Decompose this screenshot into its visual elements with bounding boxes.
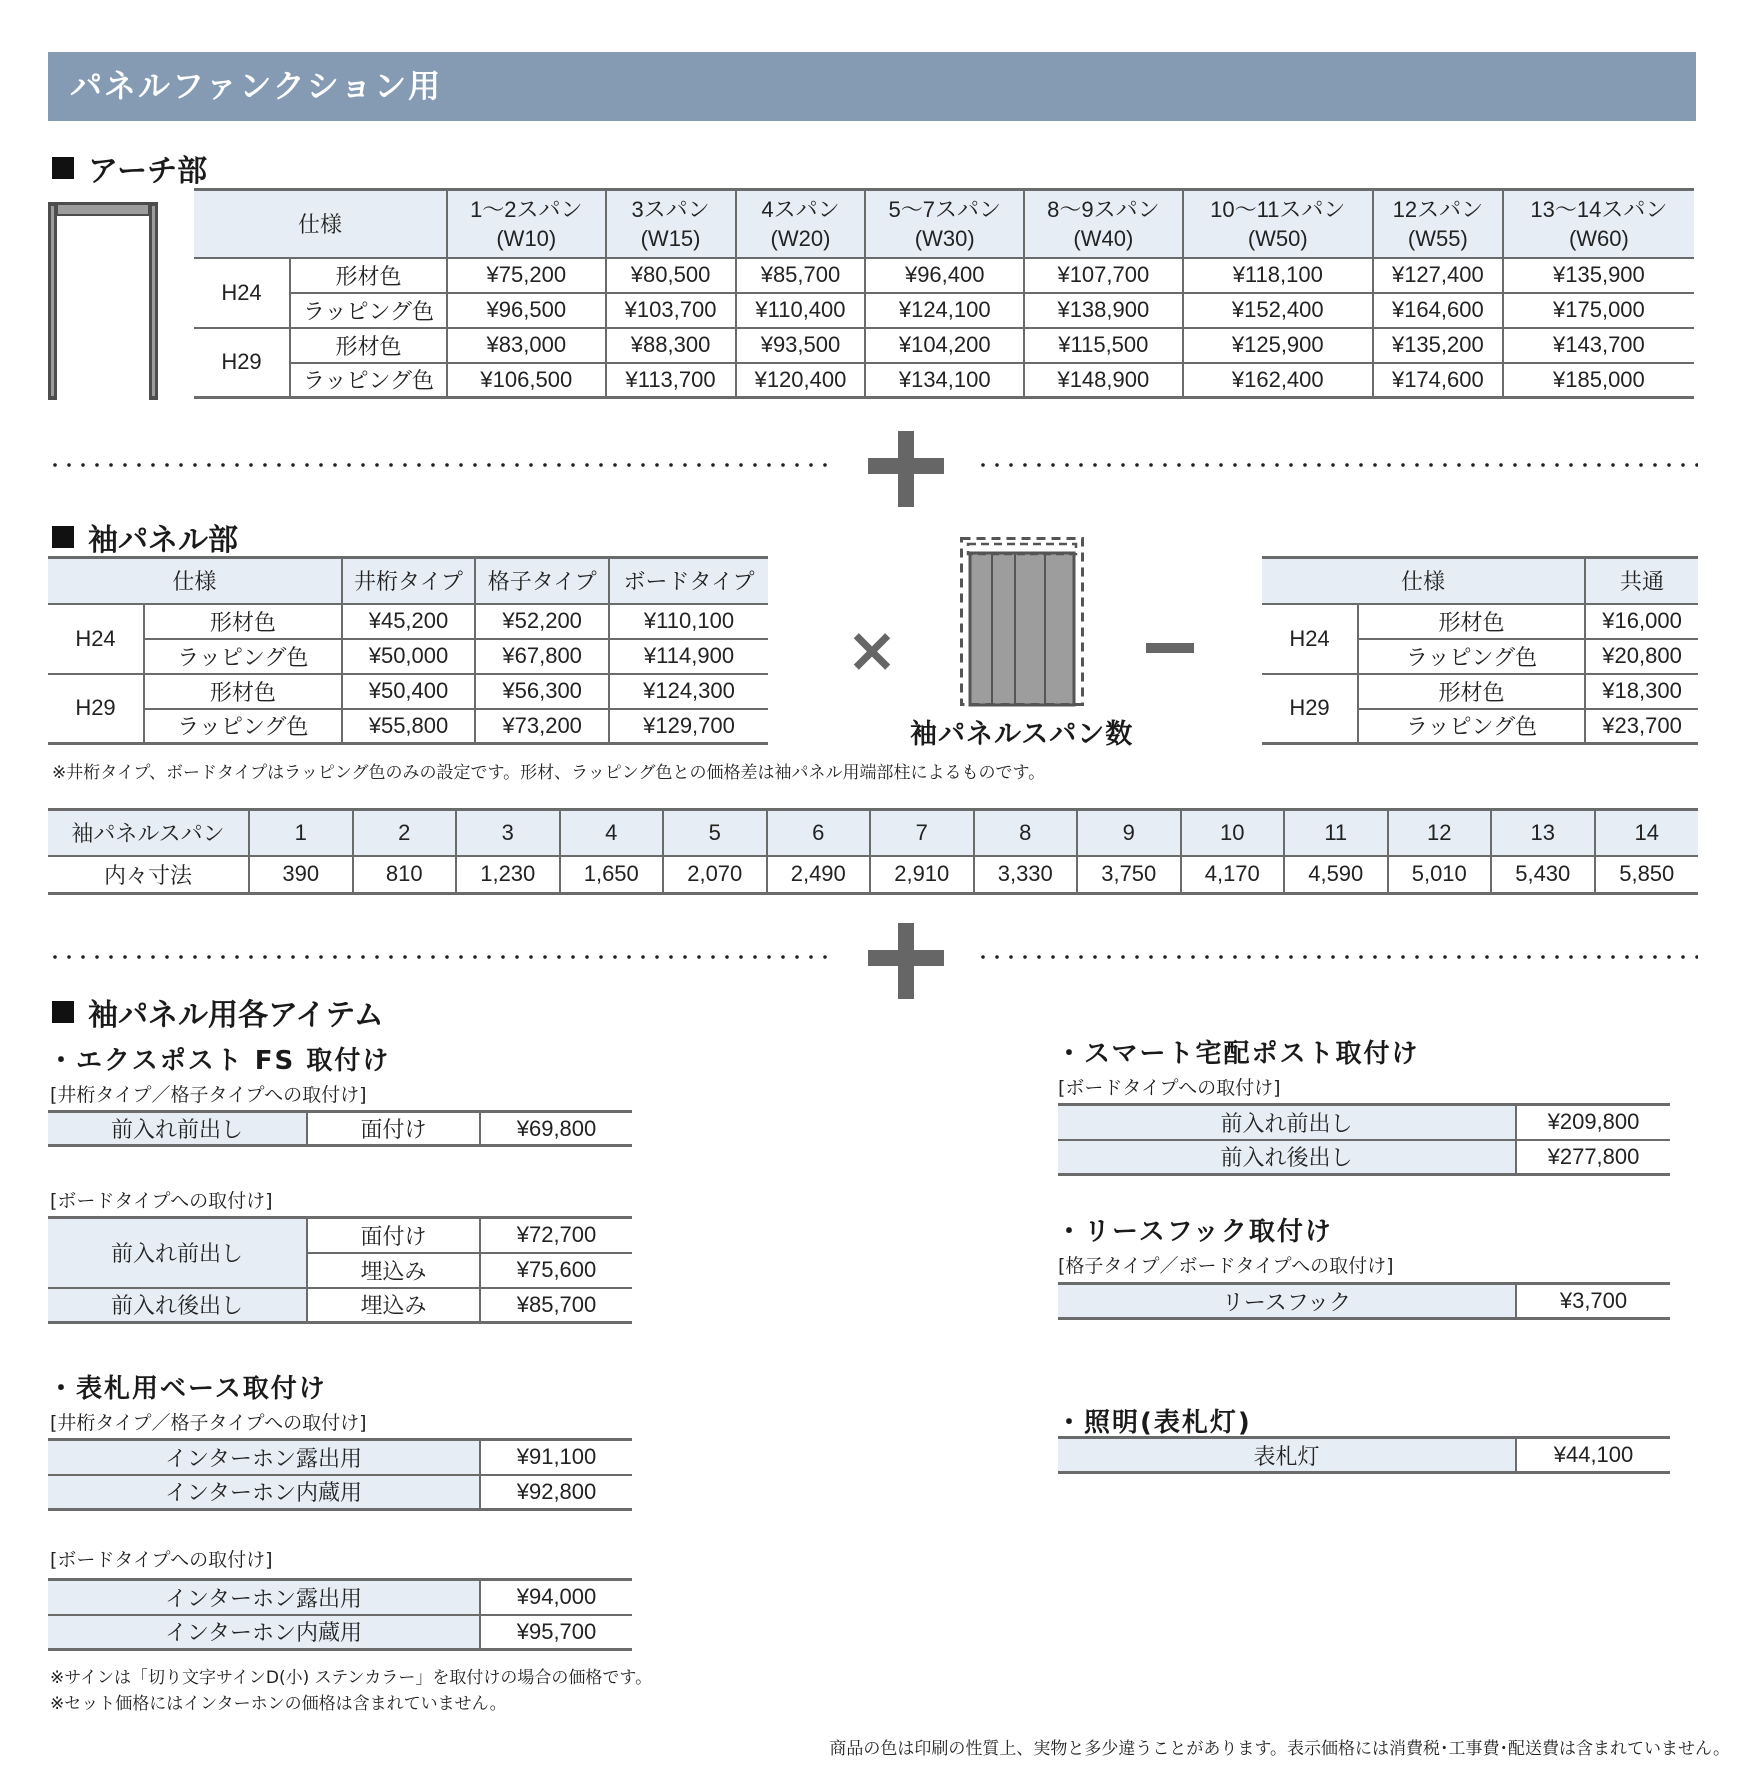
arch-table-row bbox=[194, 258, 1694, 293]
arch-column-header bbox=[606, 190, 736, 258]
expost-a-table bbox=[48, 1110, 632, 1147]
dimension-value: 1,650 bbox=[560, 856, 664, 894]
plus-icon bbox=[868, 431, 944, 507]
price-cell: ¥56,300 bbox=[475, 674, 609, 709]
price-cell: ¥96,400 bbox=[865, 258, 1024, 293]
price-cell: ¥118,100 bbox=[1183, 258, 1373, 293]
span-number: 10 bbox=[1181, 810, 1285, 856]
price-cell: ¥162,400 bbox=[1183, 363, 1373, 398]
arch-column-code: (W50) bbox=[1247, 225, 1308, 251]
dimension-value: 4,170 bbox=[1181, 856, 1285, 894]
sleeve-table-row bbox=[48, 639, 768, 674]
price-cell: ¥104,200 bbox=[865, 328, 1024, 363]
expost-title: ・エクスポスト FS 取付け bbox=[48, 1046, 391, 1076]
dimension-value: 2,070 bbox=[663, 856, 767, 894]
sleeve-section-title bbox=[52, 515, 238, 559]
price-cell: ¥110,100 bbox=[609, 604, 768, 639]
price-cell: ¥115,500 bbox=[1024, 328, 1183, 363]
expost-b-price: ¥72,700 bbox=[480, 1218, 632, 1253]
span-number: 2 bbox=[353, 810, 457, 856]
price-cell: ¥135,200 bbox=[1373, 328, 1503, 363]
price-cell: ¥135,900 bbox=[1503, 258, 1694, 293]
sleeve-note: ※井桁タイプ、ボードタイプはラッピング色のみの設定です。形材、ラッピング色との価格差は袖パネル用端部柱によるものです。 bbox=[52, 763, 1046, 783]
nameplate-title: ・表札用ベース取付け bbox=[48, 1374, 327, 1404]
dimension-value: 2,490 bbox=[767, 856, 871, 894]
dimension-value: 3,750 bbox=[1077, 856, 1181, 894]
span-number: 7 bbox=[870, 810, 974, 856]
height-label: H24 bbox=[48, 604, 144, 674]
arch-column-code: (W10) bbox=[496, 225, 557, 251]
arch-column-header bbox=[1183, 190, 1373, 258]
price-cell: ¥124,100 bbox=[865, 293, 1024, 328]
color-label: ラッピング色 bbox=[290, 363, 447, 398]
arch-column-span: 13〜14スパン bbox=[1530, 196, 1668, 222]
nameplate-note-2: ※セット価格にはインターホンの価格は含まれていません。 bbox=[50, 1694, 507, 1714]
arch-price-table bbox=[194, 188, 1694, 399]
dimension-value: 4,590 bbox=[1284, 856, 1388, 894]
common-column-header: 共通 bbox=[1585, 558, 1698, 604]
smart-post-title: ・スマート宅配ポスト取付け bbox=[1056, 1039, 1420, 1069]
sleeve-table-row bbox=[48, 709, 768, 744]
arch-table-row bbox=[194, 293, 1694, 328]
price-cell: ¥67,800 bbox=[475, 639, 609, 674]
price-cell: ¥103,700 bbox=[606, 293, 736, 328]
sleeve-price-table bbox=[48, 556, 768, 745]
wreath-hook-table bbox=[1058, 1282, 1670, 1320]
price-cell: ¥83,000 bbox=[447, 328, 606, 363]
common-spec-header: 仕様 bbox=[1262, 558, 1585, 604]
arch-column-span: 12スパン bbox=[1392, 196, 1484, 222]
square-bullet-icon bbox=[52, 526, 74, 548]
items-title-text: 袖パネル用各アイテム bbox=[88, 998, 384, 1033]
sleeve-table-row bbox=[48, 674, 768, 709]
arch-column-header bbox=[736, 190, 866, 258]
height-label: H24 bbox=[1262, 604, 1358, 674]
plus-icon bbox=[868, 923, 944, 999]
footer-note: 商品の色は印刷の性質上、実物と多少違うことがあります。表示価格には消費税･工事費･配送費は含まれていません。 bbox=[829, 1739, 1730, 1759]
price-cell: ¥175,000 bbox=[1503, 293, 1694, 328]
price-cell: ¥138,900 bbox=[1024, 293, 1183, 328]
arch-column-span: 8〜9スパン bbox=[1047, 196, 1160, 222]
color-label: 形材色 bbox=[144, 674, 342, 709]
square-bullet-icon bbox=[52, 157, 74, 179]
span-number: 14 bbox=[1595, 810, 1699, 856]
nameplate-item: インターホン露出用 bbox=[48, 1440, 480, 1475]
color-label: ラッピング色 bbox=[144, 709, 342, 744]
price-cell: ¥50,000 bbox=[342, 639, 476, 674]
nameplate-item: インターホン露出用 bbox=[48, 1580, 480, 1615]
sleeve-spec-header: 仕様 bbox=[48, 558, 342, 604]
price-cell: ¥143,700 bbox=[1503, 328, 1694, 363]
wreath-hook-label: [格子タイプ／ボードタイプへの取付け] bbox=[1058, 1255, 1394, 1277]
color-label: 形材色 bbox=[1358, 604, 1585, 639]
span-number: 13 bbox=[1491, 810, 1595, 856]
arch-title-text: アーチ部 bbox=[88, 154, 208, 189]
arch-column-span: 3スパン bbox=[631, 196, 710, 222]
dimension-value: 1,230 bbox=[456, 856, 560, 894]
dotted-divider bbox=[976, 463, 1698, 467]
span-number: 5 bbox=[663, 810, 767, 856]
span-number: 6 bbox=[767, 810, 871, 856]
price-cell: ¥45,200 bbox=[342, 604, 476, 639]
span-number: 8 bbox=[974, 810, 1078, 856]
times-icon: × bbox=[846, 613, 898, 686]
light-price: ¥44,100 bbox=[1516, 1438, 1670, 1473]
price-cell: ¥73,200 bbox=[475, 709, 609, 744]
light-title: ・照明(表札灯) bbox=[1056, 1408, 1252, 1438]
price-cell: ¥93,500 bbox=[736, 328, 866, 363]
wreath-hook-title: ・リースフック取付け bbox=[1056, 1217, 1333, 1247]
expost-b-label: [ボードタイプへの取付け] bbox=[50, 1190, 273, 1212]
span-number: 12 bbox=[1388, 810, 1492, 856]
span-row-label: 袖パネルスパン bbox=[48, 810, 249, 856]
common-table-row bbox=[1262, 604, 1698, 639]
nameplate-a-table bbox=[48, 1438, 632, 1511]
price-cell: ¥18,300 bbox=[1585, 674, 1698, 709]
smart-post-price: ¥277,800 bbox=[1516, 1140, 1670, 1175]
arch-column-header bbox=[1024, 190, 1183, 258]
sleeve-column-header: 格子タイプ bbox=[475, 558, 609, 604]
dotted-divider bbox=[48, 463, 830, 467]
arch-table-row bbox=[194, 328, 1694, 363]
color-label: 形材色 bbox=[290, 258, 447, 293]
expost-mount: 面付け bbox=[307, 1112, 480, 1146]
smart-post-label: [ボードタイプへの取付け] bbox=[1058, 1077, 1281, 1099]
color-label: 形材色 bbox=[290, 328, 447, 363]
arch-diagram-icon bbox=[48, 202, 158, 400]
price-cell: ¥96,500 bbox=[447, 293, 606, 328]
height-label: H29 bbox=[1262, 674, 1358, 744]
color-label: ラッピング色 bbox=[290, 293, 447, 328]
price-cell: ¥106,500 bbox=[447, 363, 606, 398]
expost-price: ¥69,800 bbox=[480, 1112, 632, 1146]
span-number: 11 bbox=[1284, 810, 1388, 856]
square-bullet-icon bbox=[52, 1001, 74, 1023]
sleeve-column-header: ボードタイプ bbox=[609, 558, 768, 604]
nameplate-price: ¥95,700 bbox=[480, 1615, 632, 1650]
color-label: 形材色 bbox=[144, 604, 342, 639]
arch-spec-header: 仕様 bbox=[194, 190, 447, 258]
price-cell: ¥125,900 bbox=[1183, 328, 1373, 363]
price-cell: ¥85,700 bbox=[736, 258, 866, 293]
color-label: ラッピング色 bbox=[1358, 709, 1585, 744]
span-number: 3 bbox=[456, 810, 560, 856]
common-table-row bbox=[1262, 674, 1698, 709]
price-cell: ¥124,300 bbox=[609, 674, 768, 709]
price-cell: ¥164,600 bbox=[1373, 293, 1503, 328]
arch-section-title bbox=[52, 146, 207, 190]
nameplate-price: ¥94,000 bbox=[480, 1580, 632, 1615]
arch-column-span: 4スパン bbox=[761, 196, 840, 222]
nameplate-price: ¥91,100 bbox=[480, 1440, 632, 1475]
nameplate-b-label: [ボードタイプへの取付け] bbox=[50, 1549, 273, 1571]
price-cell: ¥23,700 bbox=[1585, 709, 1698, 744]
sleeve-table-row bbox=[48, 604, 768, 639]
arch-column-code: (W55) bbox=[1407, 225, 1468, 251]
dimension-row-label: 内々寸法 bbox=[48, 856, 249, 894]
expost-b-type: 前入れ後出し bbox=[48, 1288, 307, 1323]
dotted-divider bbox=[48, 955, 830, 959]
smart-post-price: ¥209,800 bbox=[1516, 1105, 1670, 1140]
nameplate-note-1: ※サインは「切り文字サインD(小) ステンカラー」を取付けの場合の価格です。 bbox=[50, 1668, 653, 1688]
expost-b-price: ¥75,600 bbox=[480, 1253, 632, 1288]
dimension-value: 5,430 bbox=[1491, 856, 1595, 894]
span-dimension-table bbox=[48, 808, 1698, 895]
color-label: 形材色 bbox=[1358, 674, 1585, 709]
color-label: ラッピング色 bbox=[1358, 639, 1585, 674]
expost-b-table bbox=[48, 1216, 632, 1324]
dimension-value: 5,010 bbox=[1388, 856, 1492, 894]
color-label: ラッピング色 bbox=[144, 639, 342, 674]
nameplate-a-label: [井桁タイプ／格子タイプへの取付け] bbox=[50, 1412, 367, 1434]
arch-column-code: (W40) bbox=[1073, 225, 1134, 251]
height-label: H29 bbox=[194, 328, 290, 398]
expost-b-mount: 面付け bbox=[307, 1218, 480, 1253]
price-cell: ¥52,200 bbox=[475, 604, 609, 639]
dimension-value: 390 bbox=[249, 856, 353, 894]
price-cell: ¥75,200 bbox=[447, 258, 606, 293]
price-cell: ¥127,400 bbox=[1373, 258, 1503, 293]
arch-column-code: (W15) bbox=[640, 225, 701, 251]
wreath-hook-item: リースフック bbox=[1058, 1284, 1516, 1319]
price-cell: ¥20,800 bbox=[1585, 639, 1698, 674]
dimension-value: 5,850 bbox=[1595, 856, 1699, 894]
price-cell: ¥129,700 bbox=[609, 709, 768, 744]
nameplate-item: インターホン内蔵用 bbox=[48, 1615, 480, 1650]
nameplate-item: インターホン内蔵用 bbox=[48, 1475, 480, 1510]
price-cell: ¥113,700 bbox=[606, 363, 736, 398]
expost-b-mount: 埋込み bbox=[307, 1253, 480, 1288]
light-item: 表札灯 bbox=[1058, 1438, 1516, 1473]
sleeve-panel-diagram-icon bbox=[960, 537, 1084, 707]
expost-a-label: [井桁タイプ／格子タイプへの取付け] bbox=[50, 1084, 367, 1106]
items-section-title bbox=[52, 990, 384, 1034]
dimension-value: 810 bbox=[353, 856, 457, 894]
minus-icon bbox=[1146, 643, 1194, 653]
height-label: H29 bbox=[48, 674, 144, 744]
expost-b-price: ¥85,700 bbox=[480, 1288, 632, 1323]
expost-b-type: 前入れ前出し bbox=[48, 1218, 307, 1288]
arch-column-code: (W60) bbox=[1568, 225, 1629, 251]
light-table bbox=[1058, 1436, 1670, 1474]
nameplate-b-table bbox=[48, 1578, 632, 1651]
span-number: 1 bbox=[249, 810, 353, 856]
price-cell: ¥120,400 bbox=[736, 363, 866, 398]
expost-type: 前入れ前出し bbox=[48, 1112, 307, 1146]
sleeve-column-header: 井桁タイプ bbox=[342, 558, 476, 604]
common-price-table bbox=[1262, 556, 1698, 745]
smart-post-item: 前入れ後出し bbox=[1058, 1140, 1516, 1175]
span-number: 9 bbox=[1077, 810, 1181, 856]
arch-column-header bbox=[1373, 190, 1503, 258]
wreath-hook-price: ¥3,700 bbox=[1516, 1284, 1670, 1319]
sleeve-title-text: 袖パネル部 bbox=[88, 523, 238, 558]
arch-column-header bbox=[447, 190, 606, 258]
arch-column-span: 5〜7スパン bbox=[888, 196, 1001, 222]
span-count-label: 袖パネルスパン数 bbox=[910, 719, 1134, 750]
price-cell: ¥88,300 bbox=[606, 328, 736, 363]
price-cell: ¥55,800 bbox=[342, 709, 476, 744]
expost-b-mount: 埋込み bbox=[307, 1288, 480, 1323]
price-cell: ¥114,900 bbox=[609, 639, 768, 674]
arch-column-span: 10〜11スパン bbox=[1210, 196, 1346, 222]
arch-column-header bbox=[1503, 190, 1694, 258]
price-cell: ¥110,400 bbox=[736, 293, 866, 328]
price-cell: ¥134,100 bbox=[865, 363, 1024, 398]
price-cell: ¥148,900 bbox=[1024, 363, 1183, 398]
price-cell: ¥174,600 bbox=[1373, 363, 1503, 398]
smart-post-item: 前入れ前出し bbox=[1058, 1105, 1516, 1140]
arch-table-row bbox=[194, 363, 1694, 398]
nameplate-price: ¥92,800 bbox=[480, 1475, 632, 1510]
span-number: 4 bbox=[560, 810, 664, 856]
height-label: H24 bbox=[194, 258, 290, 328]
price-cell: ¥152,400 bbox=[1183, 293, 1373, 328]
arch-column-code: (W20) bbox=[770, 225, 831, 251]
dimension-value: 2,910 bbox=[870, 856, 974, 894]
arch-column-code: (W30) bbox=[914, 225, 975, 251]
arch-column-header bbox=[865, 190, 1024, 258]
price-cell: ¥50,400 bbox=[342, 674, 476, 709]
dimension-value: 3,330 bbox=[974, 856, 1078, 894]
price-cell: ¥80,500 bbox=[606, 258, 736, 293]
price-cell: ¥16,000 bbox=[1585, 604, 1698, 639]
price-cell: ¥185,000 bbox=[1503, 363, 1694, 398]
arch-column-span: 1〜2スパン bbox=[470, 196, 583, 222]
page-banner: パネルファンクション用 bbox=[48, 52, 1696, 121]
smart-post-table bbox=[1058, 1103, 1670, 1176]
dotted-divider bbox=[976, 955, 1698, 959]
price-cell: ¥107,700 bbox=[1024, 258, 1183, 293]
